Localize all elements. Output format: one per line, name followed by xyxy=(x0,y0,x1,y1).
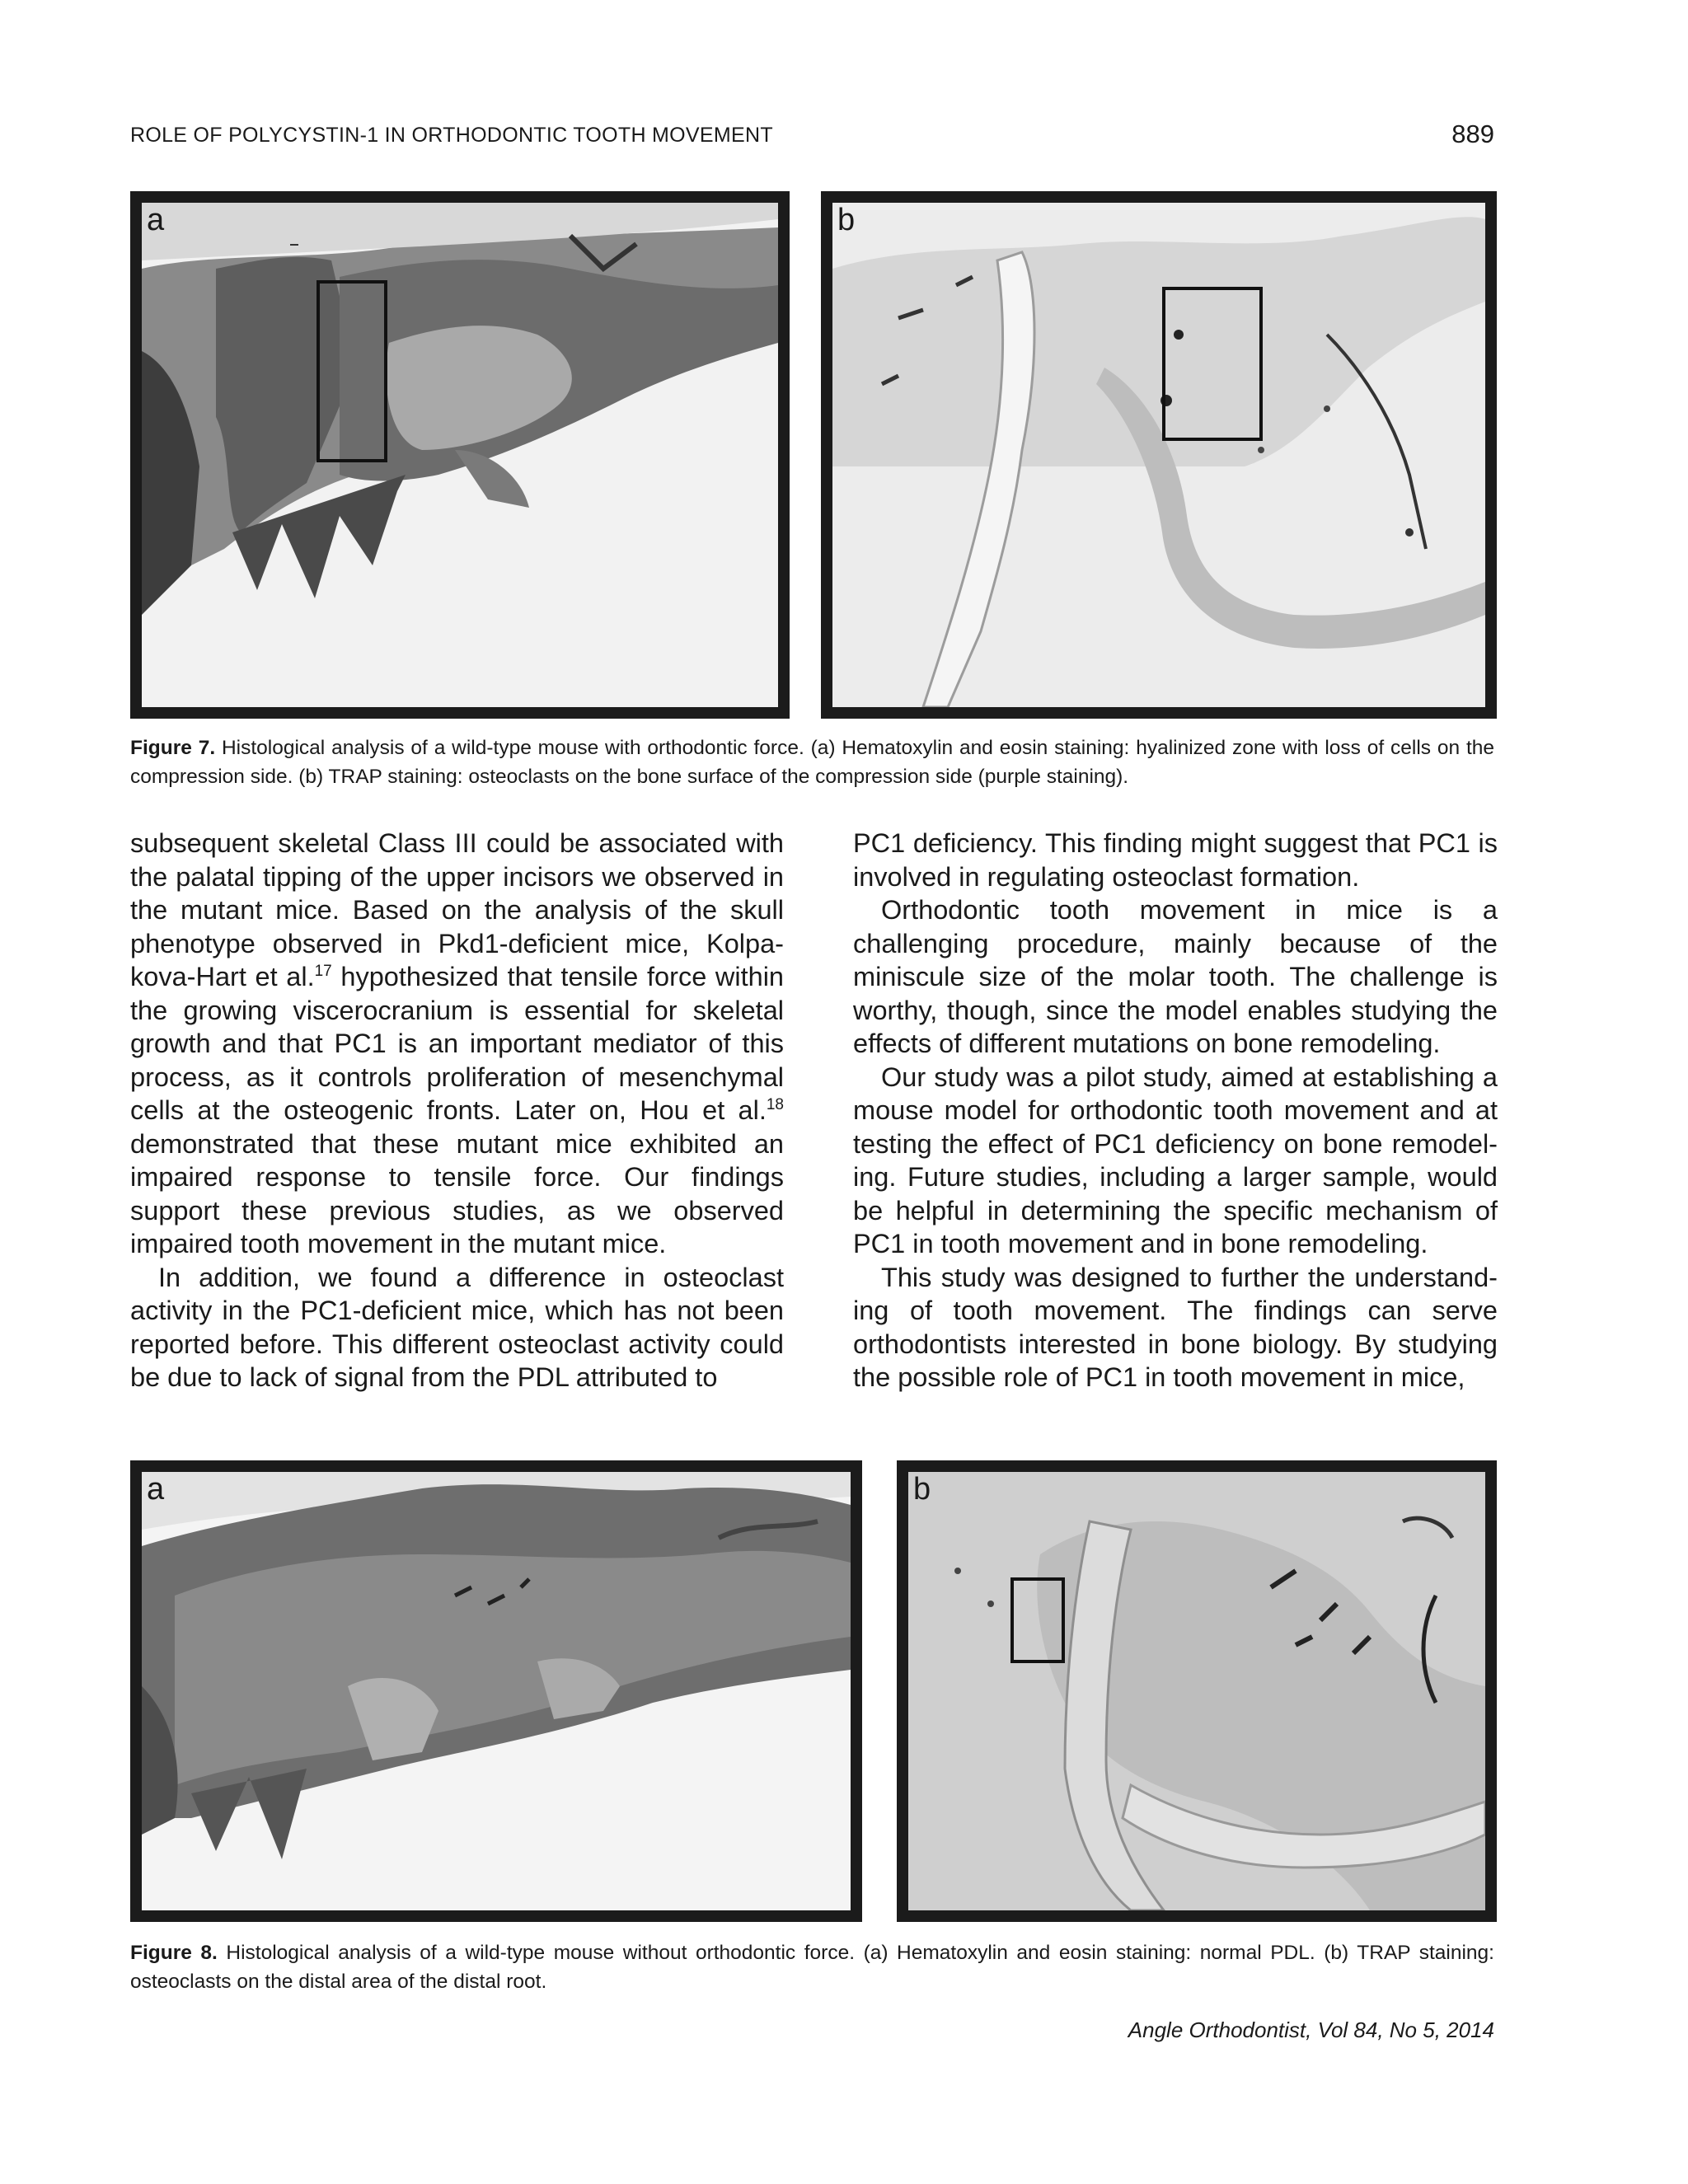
left-paragraph-1-part-2: hypothesized that tensile force within the growing viscerocranium is essential for skeletal growth and that PC1 is an important mediator of this process, as it controls proliferation of mesenchymal cells at the osteogenic fronts. Later on, Hou et al. xyxy=(130,962,785,1125)
left-paragraph-1-part-3: demonstrated that these mutant mice exhibited an impaired response to tensile force. Our findings support these previous studies, as we observed impaired tooth movement in the mutant mice. xyxy=(130,1128,784,1258)
right-paragraph-4: This study was designed to further the understand-ing of tooth movement. The findings can serve orthodontists interested in bone biology. By studying the possible role of PC1 in tooth movement in mice, xyxy=(853,1262,1498,1392)
figure8-a-micrograph xyxy=(142,1472,851,1910)
right-column xyxy=(853,827,1498,1394)
figure7-panel-a xyxy=(130,191,790,719)
left-paragraph-1 xyxy=(130,827,784,1261)
reference-18: 18 xyxy=(766,1096,784,1113)
figure7-a-micrograph xyxy=(142,203,778,707)
figure8-caption-text: Histological analysis of a wild-type mouse without orthodontic force. (a) Hematoxylin and eosin staining: normal PDL. (b) TRAP staining: osteoclasts on the distal area of the distal root. xyxy=(130,1942,1494,1993)
figure8-panel-a xyxy=(130,1460,862,1922)
figure8-panel-a-label: a xyxy=(147,1472,165,1507)
figure8-panel-b-label: b xyxy=(913,1472,931,1507)
figure7-panel-a-label: a xyxy=(147,203,165,237)
figure7-b-micrograph xyxy=(832,203,1485,707)
right-paragraph-1: PC1 deficiency. This finding might suggest that PC1 is involved in regulating osteoclast formation. xyxy=(853,828,1498,892)
figure7-caption-text: Histological analysis of a wild-type mouse with orthodontic force. (a) Hematoxylin and eosin staining: hyalinized zone with loss of cells on the compression side. (b) TRAP staining: osteoclasts on the bone surface of the compression side (purple staining). xyxy=(130,737,1494,788)
figure8-caption-label: Figure 8. xyxy=(130,1942,218,1964)
right-paragraph-2: Orthodontic tooth movement in mice is a challenging procedure, mainly because of the miniscule size of the molar tooth. The challenge is worthy, though, since the model enables studying the effects of different mutations on bone remodeling. xyxy=(853,895,1498,1058)
right-paragraph-3: Our study was a pilot study, aimed at establishing a mouse model for orthodontic tooth movement and at testing the effect of PC1 deficiency on bone remodel-ing. Future studies, including a larger sample, would be helpful in determining the specific mechanism of PC1 in tooth movement and in bone remodeling. xyxy=(853,1062,1498,1258)
figure8-b-micrograph xyxy=(908,1472,1485,1910)
left-paragraph-2: In addition, we found a difference in osteoclast activity in the PC1-deficient mice, which has not been reported before. This different osteoclast activity could be due to lack of signal from the PDL attributed to xyxy=(130,1262,784,1392)
figure7-caption-label: Figure 7. xyxy=(130,737,216,759)
left-column xyxy=(130,827,784,1394)
figure7-panel-b xyxy=(821,191,1497,719)
figure7-panel-b-label: b xyxy=(837,203,856,237)
page-number: 889 xyxy=(1451,120,1494,148)
figure8-panel-b xyxy=(897,1460,1497,1922)
reference-17: 17 xyxy=(314,963,332,980)
journal-footer: Angle Orthodontist, Vol 84, No 5, 2014 xyxy=(1128,2018,1494,2042)
running-title: ROLE OF POLYCYSTIN-1 IN ORTHODONTIC TOOTH MOVEMENT xyxy=(130,124,773,147)
left-paragraph-1-part-1: subsequent skeletal Class III could be associated with the palatal tipping of the upper incisors we observed in the mutant mice. Based on the analysis of the skull phenotype observed in Pkd1-deficient mice, Kolpa-kova-Hart et al. xyxy=(130,828,784,991)
figure8-caption xyxy=(130,1938,1494,1996)
figure7-caption xyxy=(130,733,1494,791)
